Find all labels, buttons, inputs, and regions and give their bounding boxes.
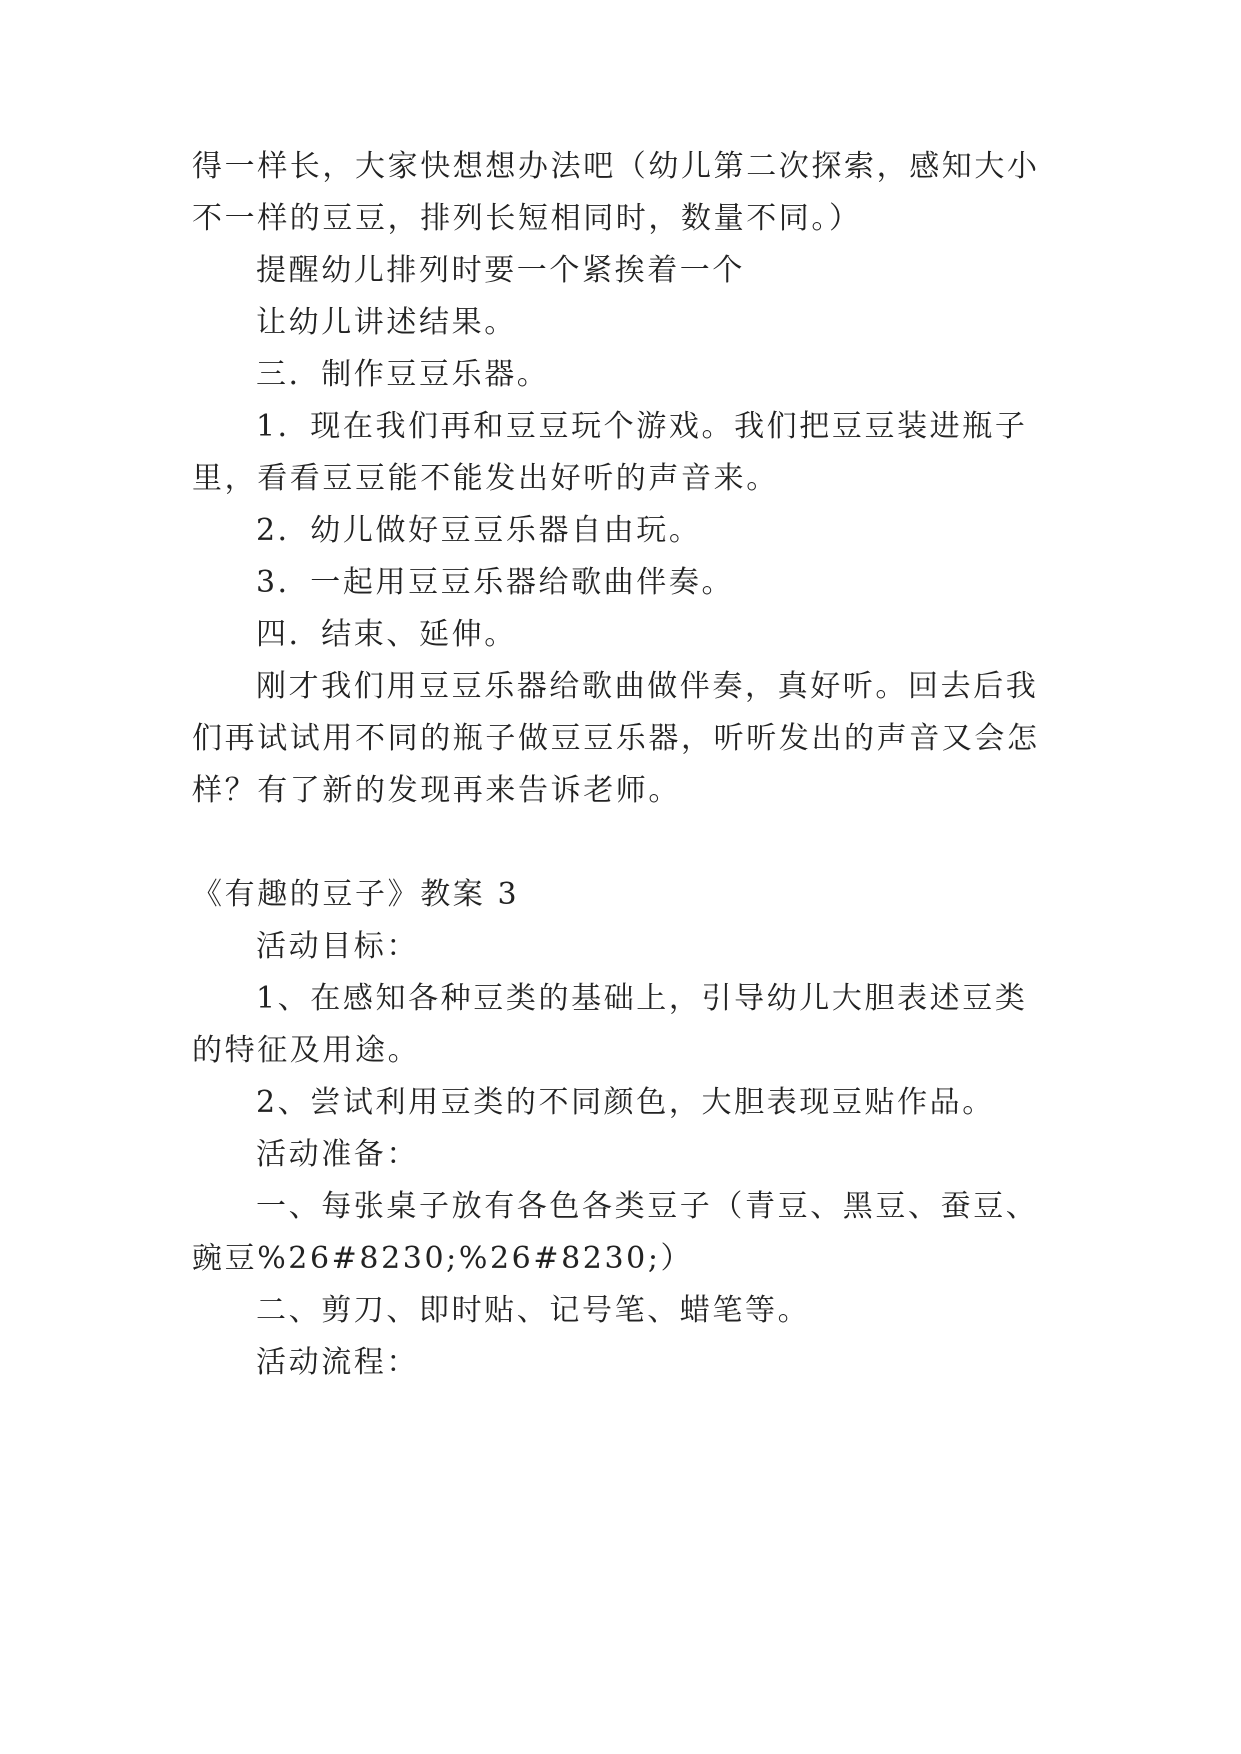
subheading: 活动流程： xyxy=(256,1345,419,1380)
paragraph-line: 提醒幼儿排列时要一个紧挨着一个 xyxy=(256,253,745,288)
paragraph-line: 们再试试用不同的瓶子做豆豆乐器，听听发出的声音又会怎 xyxy=(192,721,1040,756)
step-heading: 四．结束、延伸。 xyxy=(256,617,517,652)
paragraph-line: 让幼儿讲述结果。 xyxy=(256,305,517,340)
list-item: 3．一起用豆豆乐器给歌曲伴奏。 xyxy=(256,565,735,600)
paragraph-line: 不一样的豆豆，排列长短相同时，数量不同。） xyxy=(192,201,862,236)
list-item: 豌豆%26#8230;%26#8230;） xyxy=(192,1241,694,1276)
list-item: 的特征及用途。 xyxy=(192,1033,421,1068)
paragraph-line: 刚才我们用豆豆乐器给歌曲做伴奏，真好听。回去后我 xyxy=(256,669,1039,704)
list-item: 一、每张桌子放有各色各类豆子（青豆、黑豆、蚕豆、 xyxy=(256,1189,1039,1224)
paragraph-line: 得一样长，大家快想想办法吧（幼儿第二次探索，感知大小 xyxy=(192,149,1040,184)
paragraph-line: 样？有了新的发现再来告诉老师。 xyxy=(192,773,681,808)
list-item: 二、剪刀、即时贴、记号笔、蜡笔等。 xyxy=(256,1293,811,1328)
list-item: 里，看看豆豆能不能发出好听的声音来。 xyxy=(192,461,779,496)
list-item: 2．幼儿做好豆豆乐器自由玩。 xyxy=(256,513,702,548)
list-item: 1、在感知各种豆类的基础上，引导幼儿大胆表述豆类 xyxy=(256,981,1028,1016)
list-item: 1．现在我们再和豆豆玩个游戏。我们把豆豆装进瓶子 xyxy=(256,409,1028,444)
subheading: 活动准备： xyxy=(256,1137,419,1172)
step-heading: 三．制作豆豆乐器。 xyxy=(256,357,550,392)
subheading: 活动目标： xyxy=(256,929,419,964)
list-item: 2、尝试利用豆类的不同颜色，大胆表现豆贴作品。 xyxy=(256,1085,995,1120)
section-title: 《有趣的豆子》教案 3 xyxy=(192,877,520,912)
